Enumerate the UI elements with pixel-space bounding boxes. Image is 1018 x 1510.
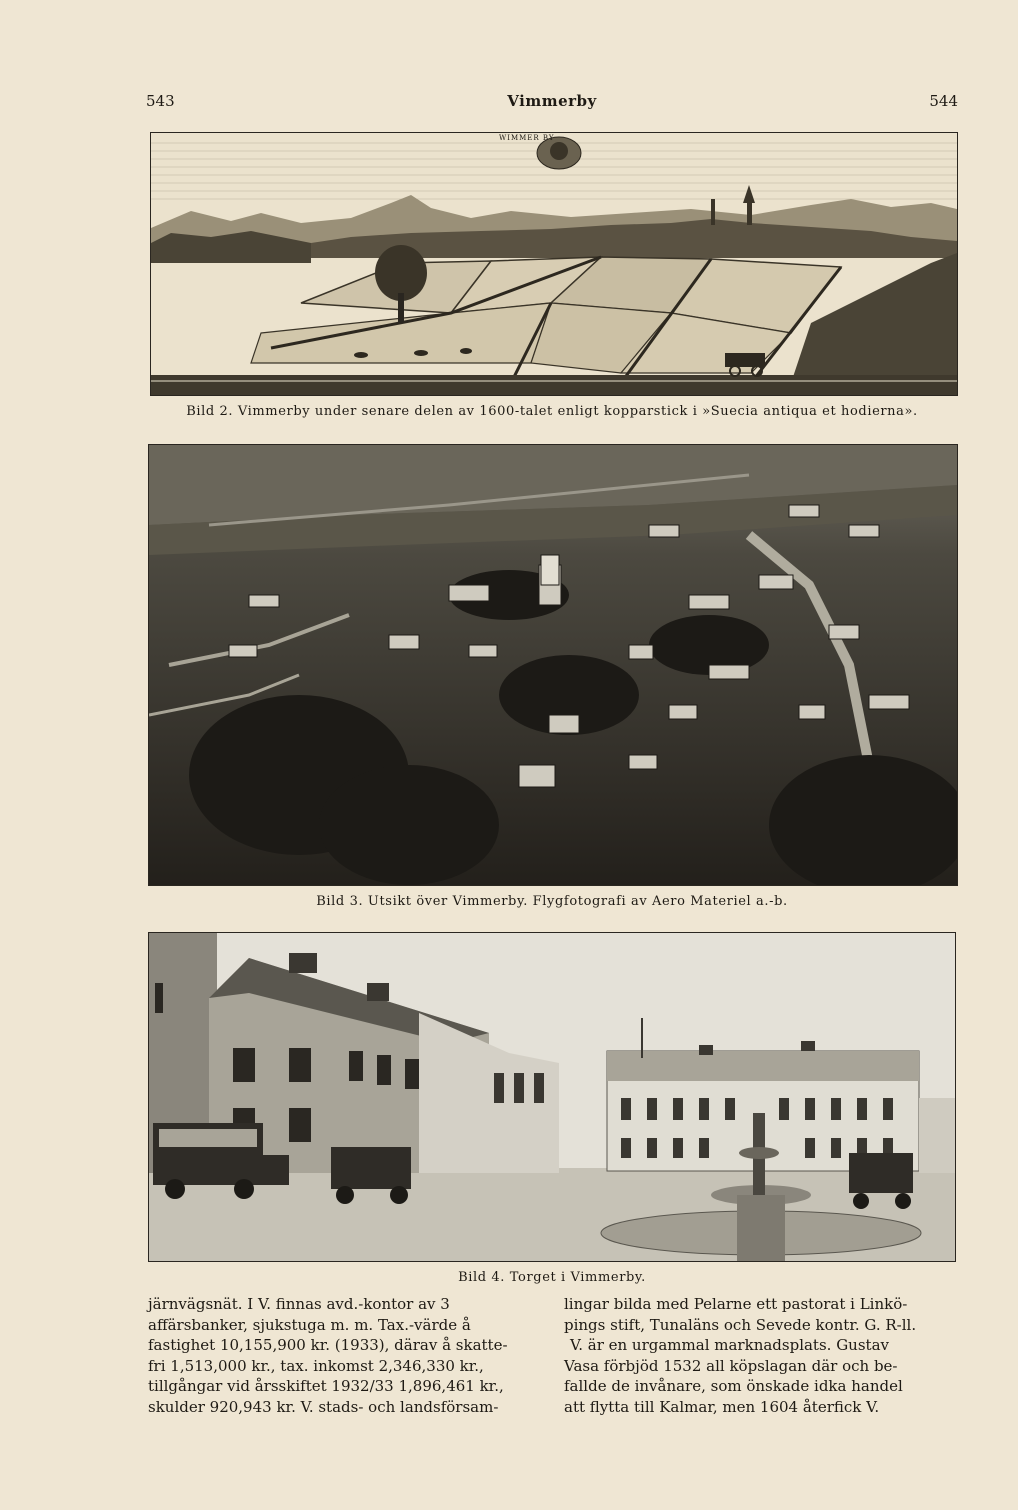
caption-bild-3: Bild 3. Utsikt över Vimmerby. Flygfotografi av Aero Materiel a.-b. — [316, 894, 788, 909]
aerial-photo-figure — [148, 444, 958, 886]
body-column-left — [148, 1294, 544, 1417]
page-number-right: 544 — [929, 92, 958, 110]
page-title: Vimmerby — [507, 92, 597, 110]
text-line: tillgångar vid årsskiftet 1932/33 1,896,461 kr., — [148, 1377, 504, 1395]
text-line: att flytta till Kalmar, men 1604 återfick V. — [564, 1397, 880, 1416]
text-line: järnvägsnät. I V. finnas avd.-kontor av 3 — [148, 1295, 450, 1313]
engraving-label: WIMMER BY — [499, 134, 555, 142]
caption-bild-4: Bild 4. Torget i Vimmerby. — [458, 1270, 646, 1285]
page-header — [146, 92, 958, 116]
text-line: fri 1,513,000 kr., tax. inkomst 2,346,330 kr., — [148, 1356, 484, 1375]
text-line: fallde de invånare, som önskade idka handel — [564, 1377, 903, 1395]
text-line: V. är en urgammal marknadsplats. Gustav — [570, 1336, 889, 1354]
square-photo-figure — [148, 932, 956, 1262]
text-line: pings stift, Tunaläns och Sevede kontr. G. R-ll. — [564, 1315, 917, 1334]
square-photo-image — [149, 933, 955, 1261]
text-line: Vasa förbjöd 1532 all köpslagan där och be- — [564, 1356, 898, 1375]
text-line: affärsbanker, sjukstuga m. m. Tax.-värde å — [148, 1315, 471, 1334]
caption-bild-2: Bild 2. Vimmerby under senare delen av 1600-talet enligt kopparstick i »Suecia antiqua et hodierna». — [186, 404, 918, 419]
page-number-left: 543 — [146, 92, 175, 110]
text-line: skulder 920,943 kr. V. stads- och landsförsam- — [148, 1397, 499, 1416]
engraving-figure — [150, 132, 958, 396]
engraving-image — [151, 133, 957, 395]
text-line: fastighet 10,155,900 kr. (1933), därav å skatte- — [148, 1336, 508, 1354]
text-line: lingar bilda med Pelarne ett pastorat i Linkö- — [564, 1295, 908, 1313]
aerial-photo-image — [149, 445, 957, 885]
body-column-right — [564, 1294, 960, 1417]
